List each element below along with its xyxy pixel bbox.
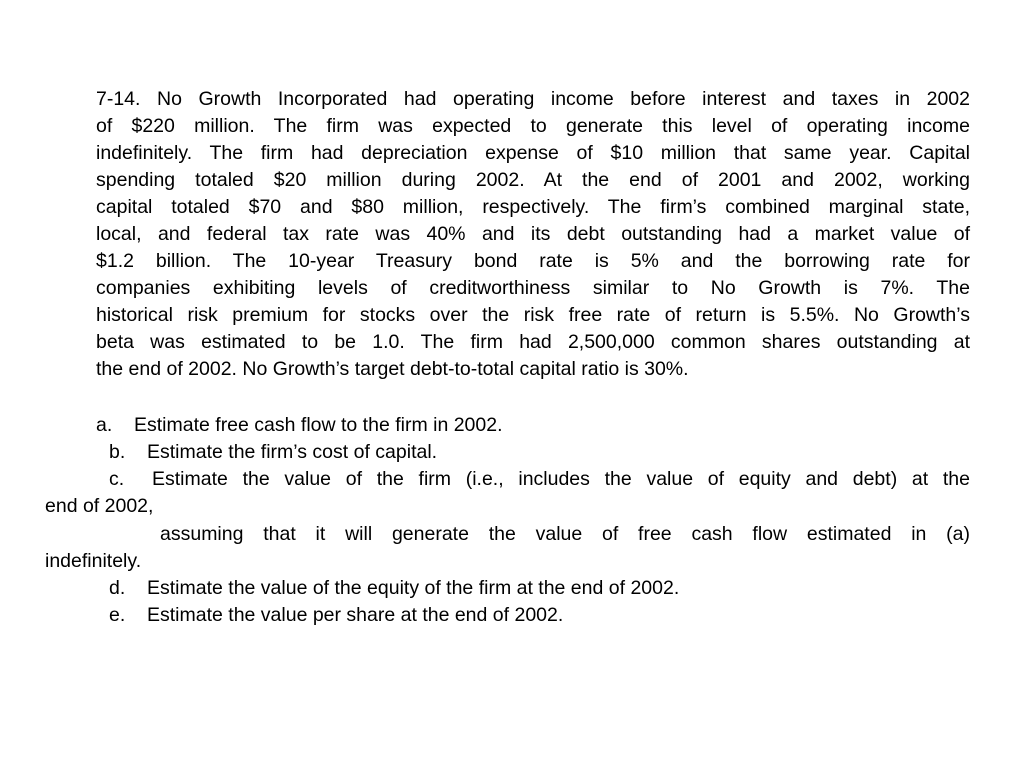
question-d-label: d. <box>109 577 126 599</box>
question-c-text-line: Estimate the value of the firm (i.e., includes the value of equity and debt) at the <box>152 468 970 490</box>
question-d-text: Estimate the value of the equity of the firm at the end of 2002. <box>147 577 680 599</box>
problem-line: historical risk premium for stocks over the risk free rate of return is 5.5%. No Growth’s <box>96 304 970 326</box>
problem-line: companies exhibiting levels of creditworthiness similar to No Growth is 7%. The <box>96 277 970 299</box>
problem-line: indefinitely. The firm had depreciation expense of $10 million that same year. Capital <box>96 142 970 164</box>
question-b <box>109 439 437 466</box>
question-a <box>96 412 503 439</box>
question-c-text-line: end of 2002, <box>45 495 154 517</box>
problem-line: the end of 2002. No Growth’s target debt-to-total capital ratio is 30%. <box>96 358 689 380</box>
question-c-text-line: assuming that it will generate the value of free cash flow estimated in (a) <box>160 523 970 545</box>
question-e <box>109 602 563 629</box>
question-a-text: Estimate free cash flow to the firm in 2002. <box>134 414 503 436</box>
question-a-label: a. <box>96 414 113 436</box>
problem-line: $1.2 billion. The 10-year Treasury bond rate is 5% and the borrowing rate for <box>96 250 970 272</box>
question-e-label: e. <box>109 604 126 626</box>
problem-line: beta was estimated to be 1.0. The firm had 2,500,000 common shares outstanding at <box>96 331 970 353</box>
problem-line: local, and federal tax rate was 40% and its debt outstanding had a market value of <box>96 223 970 245</box>
question-c-text-line: indefinitely. <box>45 550 142 572</box>
question-e-text: Estimate the value per share at the end of 2002. <box>147 604 564 626</box>
question-d <box>109 575 679 602</box>
problem-line: spending totaled $20 million during 2002. At the end of 2001 and 2002, working <box>96 169 970 191</box>
question-c-label: c. <box>109 468 125 490</box>
question-b-text: Estimate the firm’s cost of capital. <box>147 441 438 463</box>
problem-line: of $220 million. The firm was expected to generate this level of operating income <box>96 115 970 137</box>
question-b-label: b. <box>109 441 126 463</box>
problem-line: 7-14. No Growth Incorporated had operating income before interest and taxes in 2002 <box>96 88 970 110</box>
problem-line: capital totaled $70 and $80 million, respectively. The firm’s combined marginal state, <box>96 196 970 218</box>
